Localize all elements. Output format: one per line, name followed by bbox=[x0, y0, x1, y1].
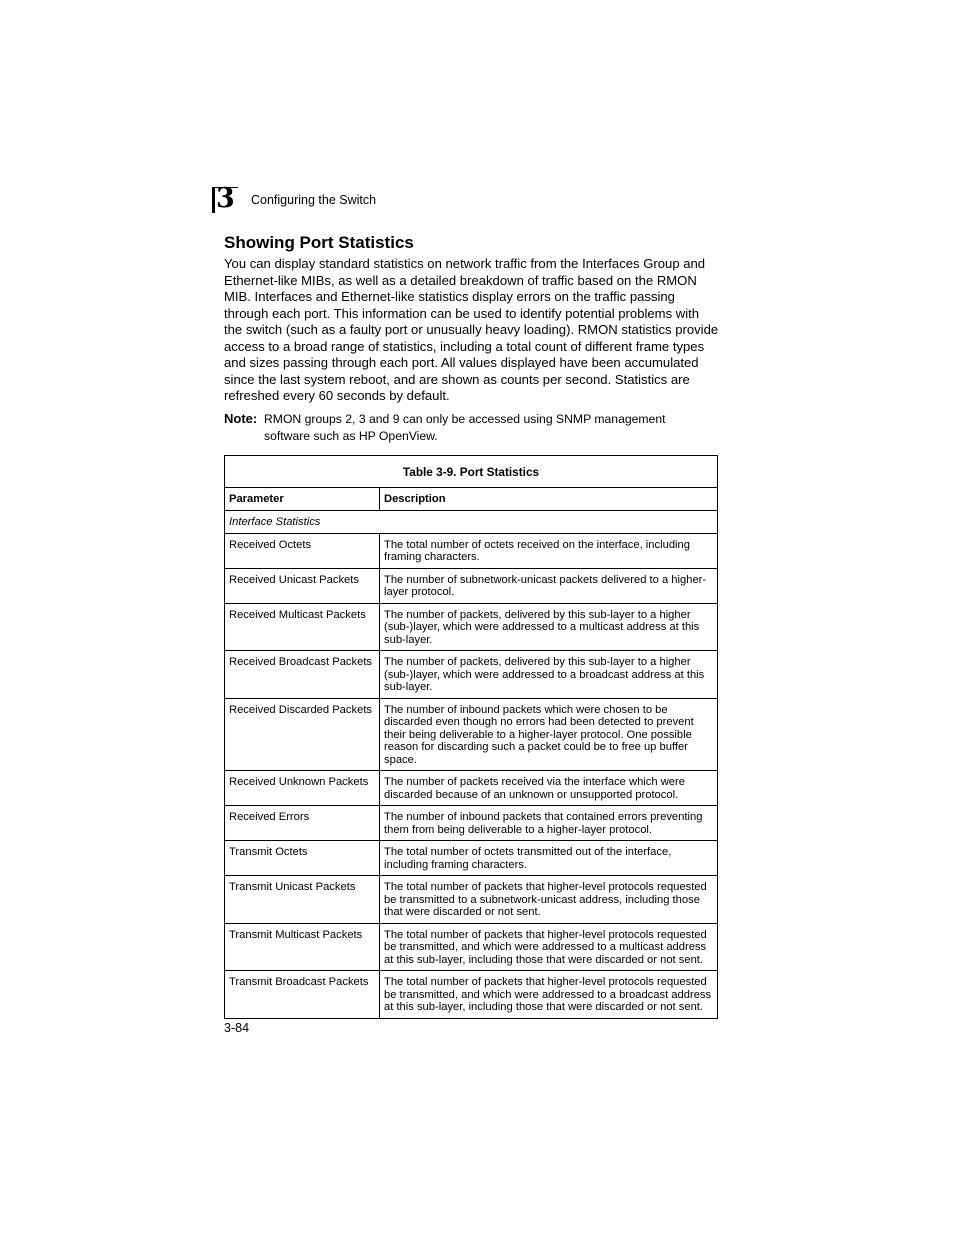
parameter-cell: Received Errors bbox=[225, 806, 380, 841]
table-row bbox=[225, 651, 718, 699]
parameter-cell: Transmit Octets bbox=[225, 841, 380, 876]
section-title: Showing Port Statistics bbox=[224, 233, 414, 252]
column-header-parameter: Parameter bbox=[225, 488, 380, 511]
running-title: Configuring the Switch bbox=[251, 193, 377, 207]
port-statistics-table bbox=[224, 455, 718, 1019]
table-row bbox=[225, 568, 718, 603]
parameter-cell: Transmit Broadcast Packets bbox=[225, 971, 380, 1019]
table-caption: Table 3-9. Port Statistics bbox=[225, 456, 718, 488]
description-cell: The number of inbound packets that contained errors preventing them from being deliverable to a higher-layer protocol. bbox=[380, 806, 718, 841]
column-header-description: Description bbox=[380, 488, 718, 511]
chapter-bracket bbox=[212, 187, 215, 213]
description-cell: The total number of packets that higher-level protocols requested be transmitted, and which were addressed to a broadcast address at this sub-layer, including those that were discarded or not sent. bbox=[380, 971, 718, 1019]
description-cell: The total number of octets received on the interface, including framing characters. bbox=[380, 533, 718, 568]
chapter-number: 3 bbox=[216, 183, 235, 214]
table-row bbox=[225, 771, 718, 806]
parameter-cell: Received Unknown Packets bbox=[225, 771, 380, 806]
description-cell: The total number of packets that higher-level protocols requested be transmitted to a subnetwork-unicast address, including those that were discarded or not sent. bbox=[380, 876, 718, 924]
table-body bbox=[225, 533, 718, 1018]
parameter-cell: Received Broadcast Packets bbox=[225, 651, 380, 699]
table-row bbox=[225, 971, 718, 1019]
description-cell: The number of subnetwork-unicast packets delivered to a higher-layer protocol. bbox=[380, 568, 718, 603]
table-group-label: Interface Statistics bbox=[225, 511, 718, 534]
description-cell: The total number of octets transmitted out of the interface, including framing characters. bbox=[380, 841, 718, 876]
table-row bbox=[225, 533, 718, 568]
note-text: RMON groups 2, 3 and 9 can only be accessed using SNMP management software such as HP OpenView. bbox=[264, 412, 666, 443]
description-cell: The number of packets, delivered by this sub-layer to a higher (sub-)layer, which were addressed to a multicast address at this sub-layer. bbox=[380, 603, 718, 651]
page-number: 3-84 bbox=[224, 1021, 250, 1035]
table-row bbox=[225, 698, 718, 771]
description-cell: The number of packets received via the interface which were discarded because of an unknown or unsupported protocol. bbox=[380, 771, 718, 806]
table-row bbox=[225, 841, 718, 876]
table-row bbox=[225, 806, 718, 841]
parameter-cell: Received Multicast Packets bbox=[225, 603, 380, 651]
section-body: You can display standard statistics on network traffic from the Interfaces Group and Ethernet-like MIBs, as well as a detailed breakdown of traffic based on the RMON MIB. Interfaces and Ethernet-like statistics display errors on the traffic passing through each port. This information can be used to identify potential problems with the switch (such as a faulty port or unusually heavy loading). RMON statistics provide access to a broad range of statistics, including a total count of different frame types and sizes passing through each port. All values displayed have been accumulated since the last system reboot, and are shown as counts per second. Statistics are refreshed every 60 seconds by default. bbox=[224, 256, 719, 403]
description-cell: The number of packets, delivered by this sub-layer to a higher (sub-)layer, which were addressed to a broadcast address at this sub-layer. bbox=[380, 651, 718, 699]
table-row bbox=[225, 603, 718, 651]
chapter-marker bbox=[212, 183, 238, 214]
table-row bbox=[225, 923, 718, 971]
parameter-cell: Received Unicast Packets bbox=[225, 568, 380, 603]
parameter-cell: Transmit Multicast Packets bbox=[225, 923, 380, 971]
parameter-cell: Transmit Unicast Packets bbox=[225, 876, 380, 924]
table-row bbox=[225, 876, 718, 924]
parameter-cell: Received Octets bbox=[225, 533, 380, 568]
description-cell: The total number of packets that higher-level protocols requested be transmitted, and which were addressed to a multicast address at this sub-layer, including those that were discarded or not sent. bbox=[380, 923, 718, 971]
parameter-cell: Received Discarded Packets bbox=[225, 698, 380, 771]
note-label: Note: bbox=[224, 411, 258, 426]
description-cell: The number of inbound packets which were chosen to be discarded even though no errors had been detected to prevent their being deliverable to a higher-layer protocol. One possible reason for discarding such a packet could be to free up buffer space. bbox=[380, 698, 718, 771]
